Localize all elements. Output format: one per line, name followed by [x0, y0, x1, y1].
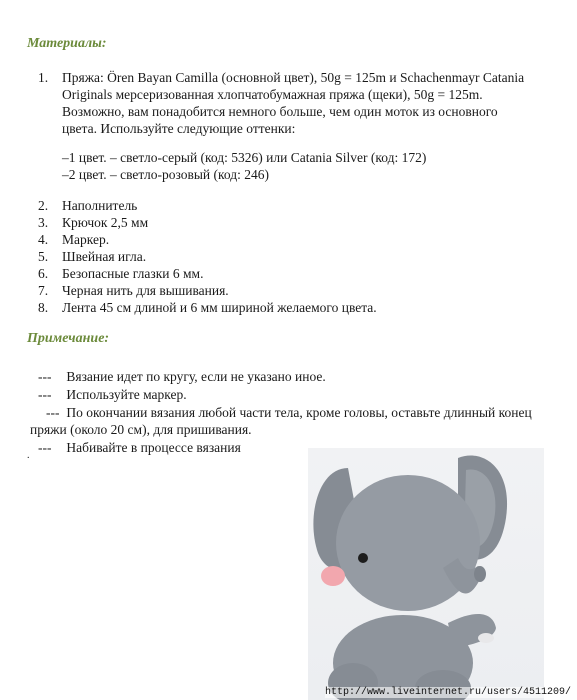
shade-item: –2 цвет. – светло-розовый (код: 246) — [62, 167, 269, 182]
note-text: Набивайте в процессе вязания — [66, 440, 241, 455]
list-item — [32, 248, 532, 265]
materials-heading: Материалы: — [27, 36, 107, 51]
list-item — [32, 214, 532, 231]
list-number: 5. — [38, 249, 49, 264]
list-number: 6. — [38, 266, 49, 281]
note-text: Вязание идет по кругу, если не указано иное. — [66, 369, 326, 384]
list-number: 3. — [38, 215, 49, 230]
materials-list — [32, 69, 532, 316]
list-item-text: Безопасные глазки 6 мм. — [62, 266, 204, 281]
list-item — [32, 265, 532, 282]
stray-dot: . — [27, 450, 30, 461]
note-item — [30, 368, 545, 385]
elephant-photo — [308, 448, 544, 700]
yarn-description: Пряжа: Ören Bayan Camilla (основной цвет), 50g = 125m и Schachenmayr Catania Originals мерсеризованная хлопчатобумажная пряжа (щеки), 50g = 125m. Возможно, вам понадобится немного больше, чем один моток из основного цвета. Используйте следующие оттенки: — [62, 70, 525, 136]
note-dash: --- — [38, 387, 52, 402]
note-item — [30, 386, 545, 403]
list-item — [32, 282, 532, 299]
list-item-text: Швейная игла. — [62, 249, 147, 264]
note-text: По окончании вязания любой части тела, кроме головы, оставьте длинный конец пряжи (около 20 см), для пришивания. — [30, 405, 532, 437]
notes-heading: Примечание: — [27, 331, 110, 346]
list-item — [32, 197, 532, 214]
list-item-text: Крючок 2,5 мм — [62, 215, 149, 230]
watermark-url: http://www.liveinternet.ru/users/4511209/ — [324, 687, 571, 698]
list-number: 1. — [38, 70, 49, 85]
note-item — [30, 404, 545, 438]
list-number: 4. — [38, 232, 49, 247]
note-dash: --- — [46, 405, 60, 420]
note-dash: --- — [38, 369, 52, 384]
elephant-toy-icon — [308, 448, 544, 700]
list-item-text: Лента 45 см длиной и 6 мм шириной желаемого цвета. — [62, 300, 377, 315]
note-text: Используйте маркер. — [66, 387, 187, 402]
list-number: 8. — [38, 300, 49, 315]
shade-item: –1 цвет. – светло-серый (код: 5326) или Catania Silver (код: 172) — [62, 150, 427, 165]
shade-list — [62, 149, 532, 183]
notes-list — [30, 368, 545, 457]
list-number: 2. — [38, 198, 49, 213]
list-number: 7. — [38, 283, 49, 298]
list-item-text: Наполнитель — [62, 198, 138, 213]
list-item-text: Черная нить для вышивания. — [62, 283, 229, 298]
list-item-text: Маркер. — [62, 232, 110, 247]
list-item — [32, 231, 532, 248]
list-item — [32, 299, 532, 316]
list-item — [32, 69, 532, 183]
note-dash: --- — [38, 440, 52, 455]
